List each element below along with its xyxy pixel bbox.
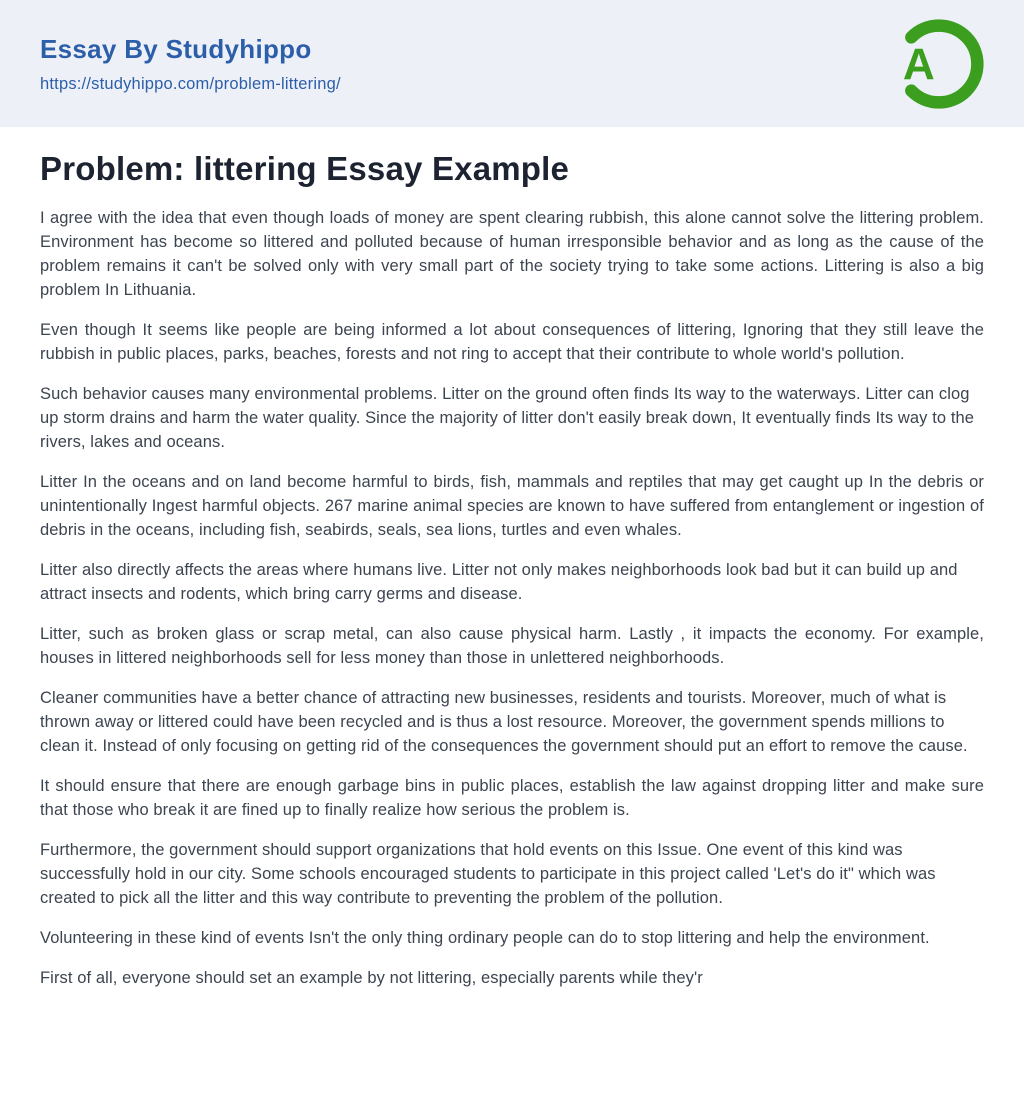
- essay-paragraph: Cleaner communities have a better chance of attracting new businesses, residents and tourists. Moreover, much of what is thrown away or littered could have been recycled and is thus a lost resource. Moreover, the government spends millions to clean it. Instead of only focusing on getting rid of the consequences the government should put an effort to remove the cause.: [40, 688, 968, 755]
- essay-paragraph: Furthermore, the government should support organizations that hold events on this Issue. One event of this kind was successfully hold in our city. Some schools encouraged students to participate in this project called 'Let's do it" which was created to pick all the litter and this way contribute to preventing the problem of the pollution.: [40, 840, 936, 907]
- essay-paragraph: Volunteering in these kind of events Isn't the only thing ordinary people can do to stop littering and help the environment.: [40, 928, 930, 947]
- essay-paragraph: Litter In the oceans and on land become harmful to birds, fish, mammals and reptiles that may get caught up In the debris or unintentionally Ingest harmful objects. 267 marine animal species are known to have suffered from entanglement or ingestion of debris in the oceans, including fish, seabirds, seals, sea lions, turtles and even whales.: [40, 472, 984, 539]
- essay-paragraph: Even though It seems like people are being informed a lot about consequences of littering, Ignoring that they still leave the rubbish in public places, parks, beaches, forests and not ring to accept that their contribute to whole world's pollution.: [40, 320, 984, 363]
- essay-paragraph: I agree with the idea that even though loads of money are spent clearing rubbish, this alone cannot solve the littering problem. Environment has become so littered and polluted because of human irresponsible behavior and as long as the cause of the problem remains it can't be solved only with very small part of the society trying to take some actions. Littering is also a big problem In Lithuania.: [40, 208, 984, 299]
- essay-paragraph: Such behavior causes many environmental problems. Litter on the ground often finds Its way to the waterways. Litter can clog up storm drains and harm the water quality. Since the majority of litter don't easily break down, It eventually finds Its way to the rivers, lakes and oceans.: [40, 384, 975, 451]
- essay-paragraph: Litter, such as broken glass or scrap metal, can also cause physical harm. Lastly , it impacts the economy. For example, houses in littered neighborhoods sell for less money than those in unlettered neighborhoods.: [40, 624, 984, 667]
- essay-article: [0, 127, 1024, 1046]
- source-url-link[interactable]: https://studyhippo.com/problem-littering/: [40, 74, 341, 93]
- brand-title: Essay By Studyhippo: [40, 34, 312, 65]
- studyhippo-logo: [890, 16, 986, 112]
- page-header: [0, 0, 1024, 127]
- essay-paragraph: First of all, everyone should set an example by not littering, especially parents while they'r: [40, 968, 703, 987]
- header-text-block: [40, 33, 341, 94]
- page-title: Problem: littering Essay Example: [40, 150, 570, 187]
- essay-paragraph: Litter also directly affects the areas where humans live. Litter not only makes neighborhoods look bad but it can build up and attract insects and rodents, which bring carry germs and disease.: [40, 560, 958, 603]
- logo-ring-icon: [890, 16, 986, 112]
- logo-letter: A: [902, 39, 935, 89]
- essay-paragraph: It should ensure that there are enough garbage bins in public places, establish the law against dropping litter and make sure that those who break it are fined up to finally realize how serious the problem is.: [40, 776, 984, 819]
